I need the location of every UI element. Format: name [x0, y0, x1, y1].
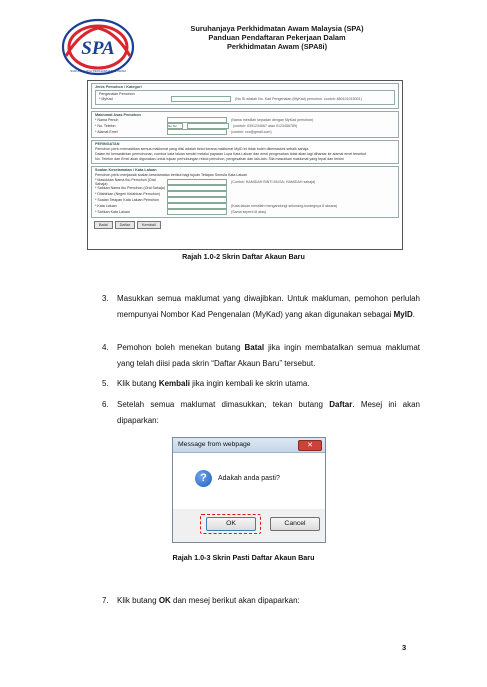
svg-text:SURUHANJAYA PERKHIDMATAN AWAM: SURUHANJAYA PERKHIDMATAN AWAM	[70, 69, 126, 73]
email-field[interactable]	[167, 129, 227, 135]
mykad-field[interactable]	[171, 96, 231, 102]
notice-title: PERINGATAN	[95, 142, 120, 146]
confirm-password-label: * Sahkan Kata Laluan	[95, 210, 130, 214]
q1-label: * Masukkan Nama Ibu Pemohon (Oral Sahaja)	[95, 178, 156, 186]
step-number: 4.	[102, 343, 109, 352]
dialog-title: Message from webpage	[178, 441, 251, 448]
step-number: 7.	[102, 596, 109, 605]
dialog-footer	[173, 509, 325, 542]
notice-line: Dalam tiri kemaskinian permohonan, nombor kata laluan sendiri melalui paparan Lupa Kata Laluan dan emel pengesahan tidak akan lagi dihantar ke alamat emel tersebut	[95, 152, 367, 156]
notice-box	[91, 140, 399, 164]
email-label: * Alamat Emel	[95, 130, 118, 134]
section-title: Jenis Pemohon / Kategori	[95, 85, 142, 89]
q1-hint: (Contoh: HAMIDAH BINTI MUSA; HAMIDAH sahaja)	[231, 180, 316, 184]
batal-button[interactable]: Batal	[94, 221, 113, 229]
section-title: Maklumat Asas Pemohon	[95, 113, 141, 117]
figure-caption-1: Rajah 1.0-2 Skrin Daftar Akaun Baru	[182, 252, 305, 261]
q3-label: * Dilahirkan (Negeri Kelahiran Pemohon)	[95, 192, 160, 196]
contact-section	[91, 111, 399, 138]
confirm-password-field[interactable]	[167, 209, 227, 215]
phone-label: * No. Telefon	[95, 124, 116, 128]
q2-label: * Sahkan Nama Ibu Pemohon (Oral Sahaja)	[95, 186, 165, 190]
email-hint: (contoh: xxx@gmail.com)	[231, 130, 272, 134]
step-5: 5. Klik butang Kembali jika ingin kembali ke skrin utama.	[102, 376, 420, 392]
dialog-message: Adakah anda pasti?	[218, 475, 280, 482]
step-4: 4. Pemohon boleh menekan butang Batal jika ingin membatalkan semua maklumat yang telah diisi pada skrin “Daftar Akaun Baru” tersebut.	[102, 340, 420, 371]
figure-caption-2: Rajah 1.0-3 Skrin Pasti Daftar Akaun Baru	[172, 553, 315, 562]
page-number: 3	[402, 643, 407, 652]
confirm-dialog	[172, 437, 326, 543]
header-line-2: Panduan Pendaftaran Pekerjaan Dalam	[208, 33, 346, 43]
security-section	[91, 166, 399, 218]
document-header	[142, 24, 412, 52]
step-6: 6. Setelah semua maklumat dimasukkan, tekan butang Daftar. Mesej ini akan dipaparkan:	[102, 397, 420, 428]
security-intro: Pemohon perlu menjawab soalan keselamatan berikut bagi tujuan Tetapan Semula Kata Laluan	[95, 173, 248, 177]
header-line-3: Perkhidmatan Awam (SPA8i)	[226, 42, 328, 52]
close-icon[interactable]: ✕	[298, 440, 322, 451]
step-number: 6.	[102, 400, 109, 409]
kembali-button[interactable]: Kembali	[137, 221, 161, 229]
notice-line: Pemohon perlu memastikan semua maklumat yang diisi adalah betul kerana maklumat MyID ini tidak boleh dikemaskini sebaik sahaja	[95, 147, 309, 151]
password-hint: (Kata laluan mestilah mengandungi sekurang-kurangnya 8 aksara)	[231, 204, 338, 208]
phone-type-select[interactable]: No Tel	[167, 123, 183, 129]
q4-label: * Soalan Tetapan Kata Laluan Pemohon	[95, 198, 159, 202]
password-label: * Kata Laluan	[95, 204, 117, 208]
daftar-button[interactable]: Daftar	[115, 221, 135, 229]
form-buttons	[94, 221, 402, 229]
spa-logo	[60, 18, 136, 76]
cancel-button[interactable]: Cancel	[270, 517, 320, 531]
mykad-label: * MyKad	[99, 97, 113, 101]
dialog-body	[173, 453, 325, 509]
subsection-title: Pengenalan Pemohon	[99, 92, 135, 96]
mykad-hint: (No ID adalah No. Kad Pengenalan (MyKad) pemohon. contoh: 880101015001)	[235, 97, 362, 101]
notice-line: No. Telefon dan Emel akan digunakan untuk tujuan perhubungan rekod pemohon, pengesahan dan lain-lain. Sila masukkan maklumat yang tepat dan terkini	[95, 157, 344, 161]
step-7: 7. Klik butang OK dan mesej berikut akan dipaparkan:	[102, 593, 420, 609]
name-hint: (Nama mestilah sepadan dengan MyKad pemohon)	[231, 118, 314, 122]
confirm-password-hint: (Sama seperti di atas)	[231, 210, 267, 214]
step-3: 3. Masukkan semua maklumat yang diwajibkan. Untuk makluman, pemohon perlulah mempunyai Nombor Kad Pengenalan (MyKad) yang akan digunakan sebagai MyID.	[102, 291, 420, 322]
svg-text:SPA: SPA	[81, 38, 115, 59]
name-label: * Nama Penuh	[95, 118, 119, 122]
dialog-title-bar	[173, 438, 325, 453]
applicant-id-section	[91, 83, 399, 109]
question-icon: ?	[195, 470, 212, 487]
register-form-screenshot	[87, 80, 403, 250]
section-title: Soalan Keselamatan / Kata Laluan	[95, 168, 157, 172]
step-number: 5.	[102, 379, 109, 388]
phone-hint: (contoh: 0391234567 atau 0123456789)	[233, 124, 298, 128]
step-number: 3.	[102, 294, 109, 303]
header-line-1: Suruhanjaya Perkhidmatan Awam Malaysia (SPA)	[190, 24, 364, 33]
ok-button[interactable]: OK	[206, 517, 256, 531]
